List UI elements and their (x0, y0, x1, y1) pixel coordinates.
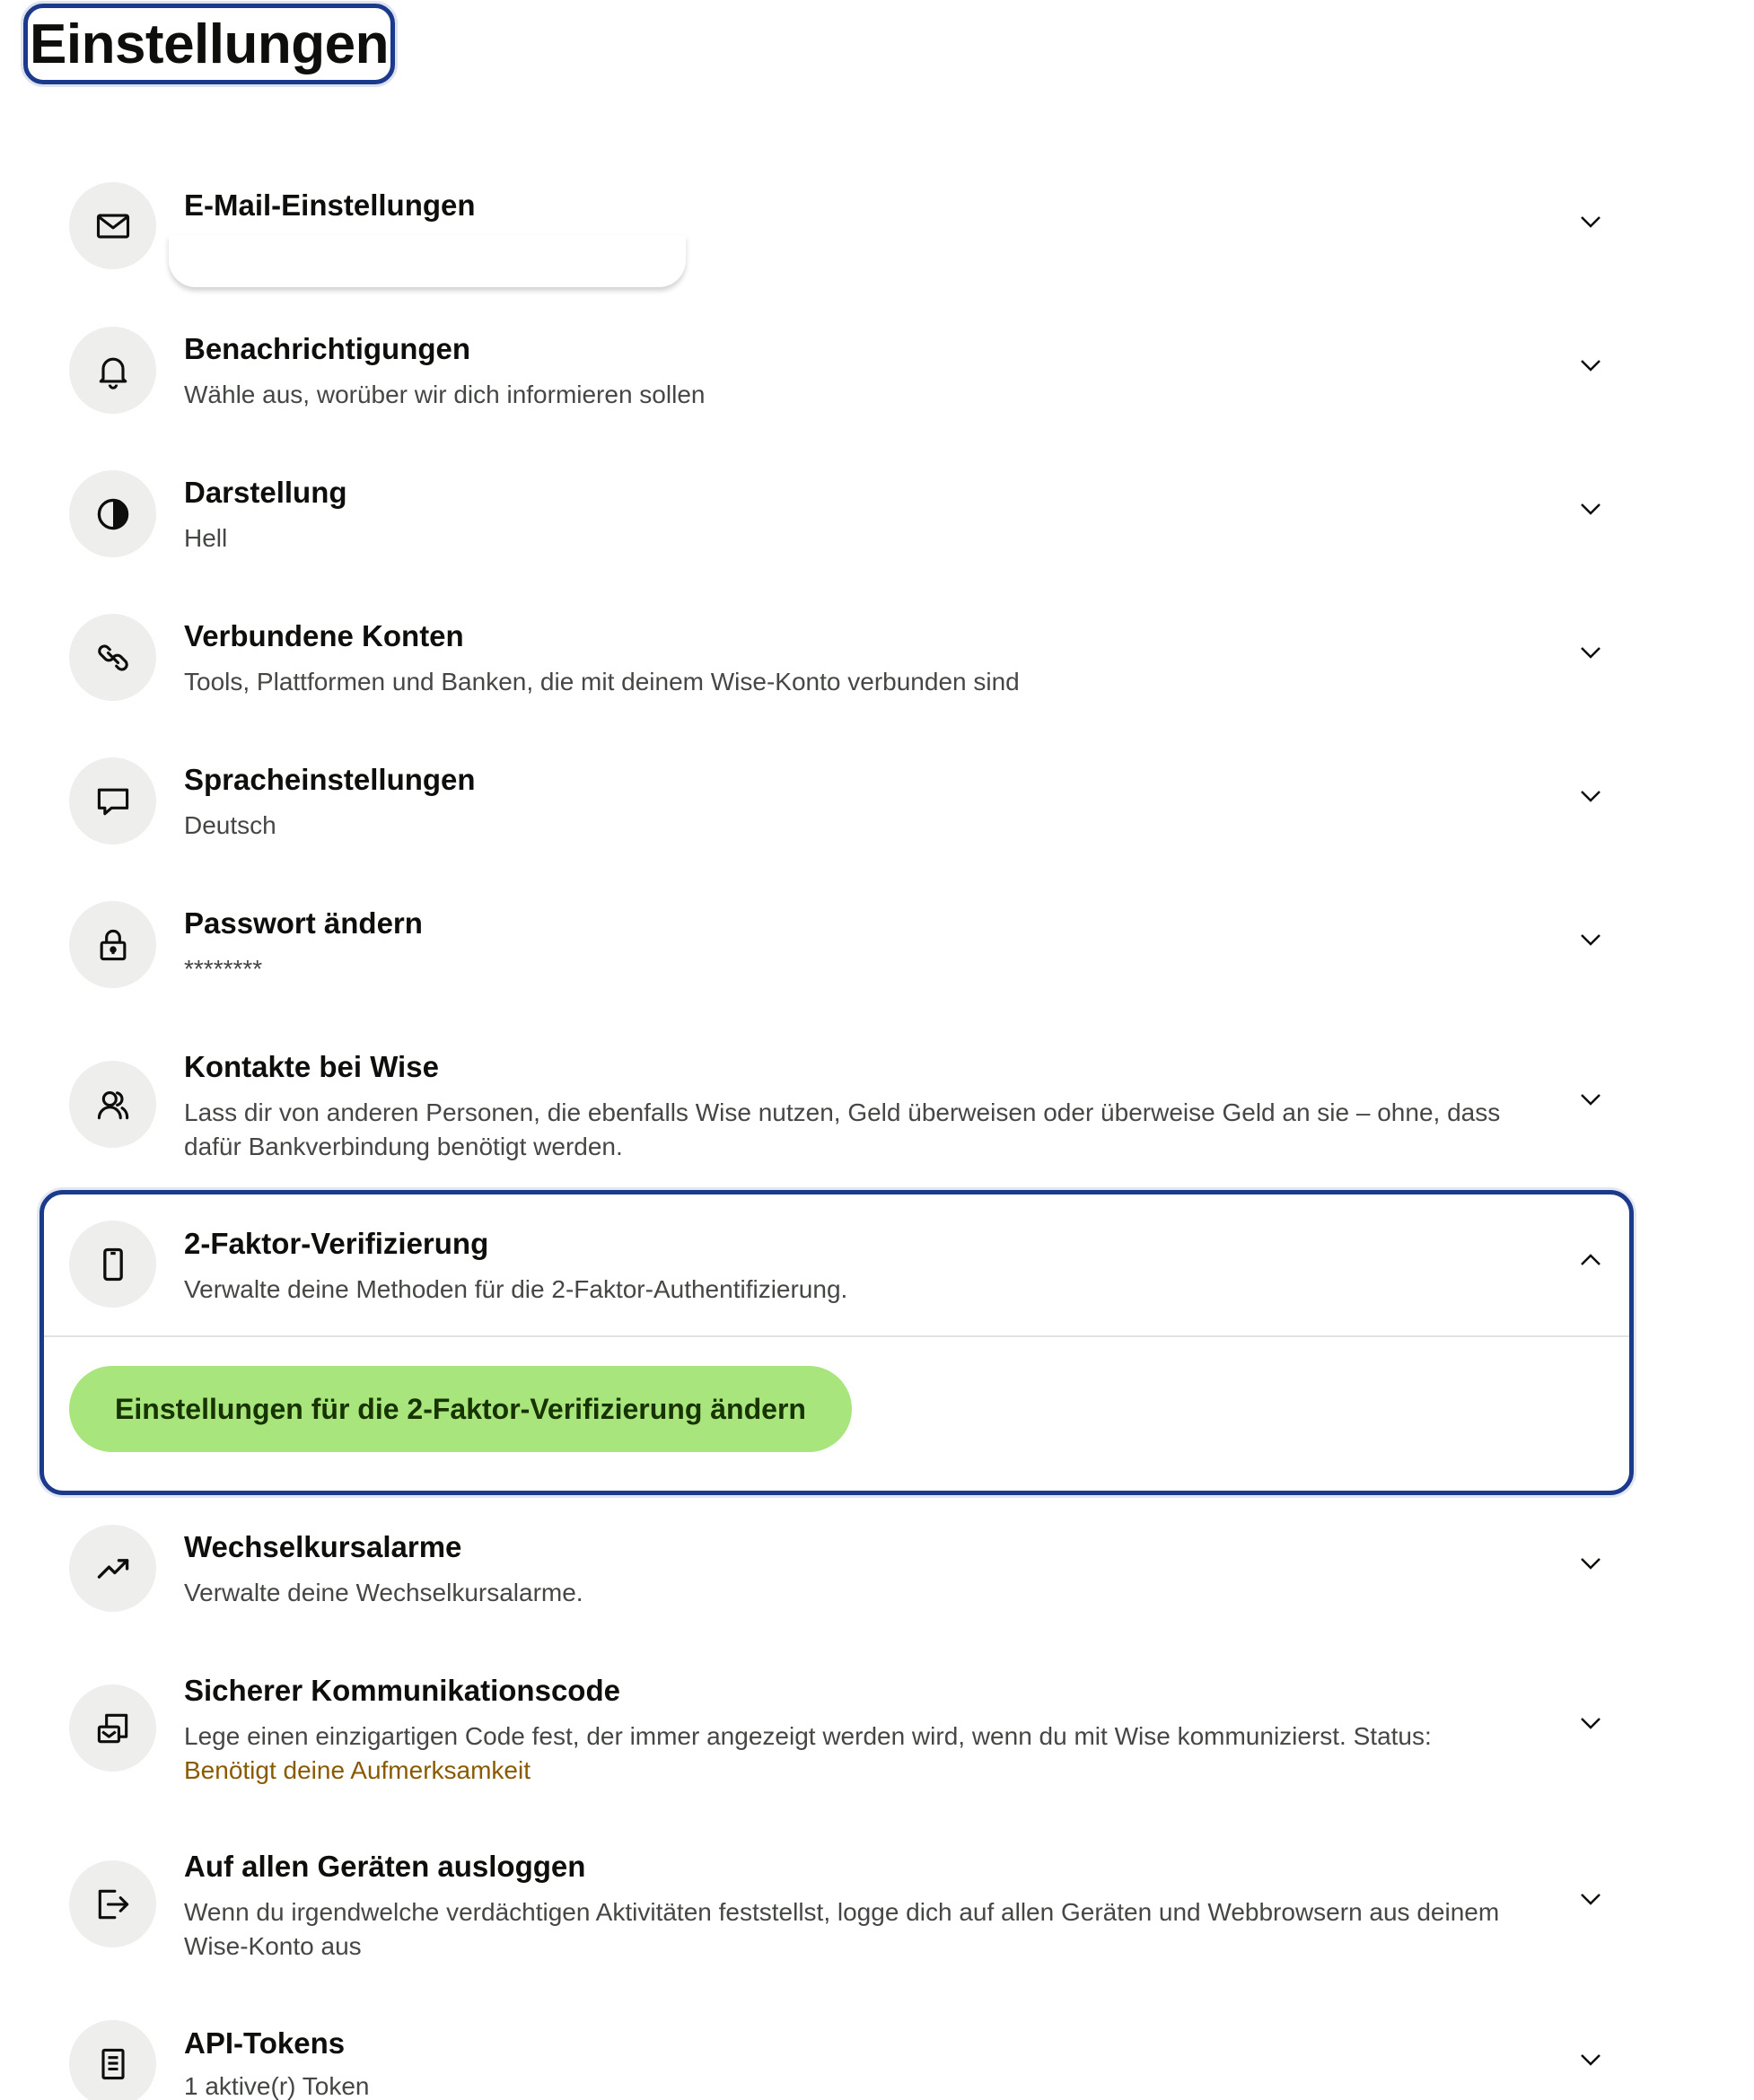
row-title: Sicherer Kommunikationscode (184, 1674, 620, 1707)
trending-up-icon (69, 1525, 156, 1612)
row-title: E-Mail-Einstellungen (184, 188, 476, 222)
contrast-icon (69, 470, 156, 557)
chevron-down-icon[interactable] (1577, 495, 1604, 522)
chevron-down-icon[interactable] (1577, 352, 1604, 379)
row-title: Auf allen Geräten ausloggen (184, 1850, 586, 1883)
status-warning-text: Benötigt deine Aufmerksamkeit (184, 1756, 531, 1784)
document-icon (69, 2020, 156, 2100)
page-title: Einstellungen (30, 13, 389, 75)
chevron-down-icon[interactable] (1577, 926, 1604, 953)
row-title: Darstellung (184, 476, 347, 509)
row-subtitle: Deutsch (184, 811, 276, 839)
chevron-down-icon[interactable] (1577, 208, 1604, 235)
row-subtitle: ******** (184, 955, 263, 983)
chevron-down-icon[interactable] (1577, 1710, 1604, 1737)
chevron-up-icon[interactable] (1577, 1247, 1604, 1273)
speech-bubble-icon (69, 757, 156, 844)
chevron-down-icon[interactable] (1577, 783, 1604, 809)
chevron-down-icon[interactable] (1577, 1086, 1604, 1113)
chevron-down-icon[interactable] (1577, 1886, 1604, 1912)
logout-icon (69, 1860, 156, 1947)
chevron-down-icon[interactable] (1577, 639, 1604, 666)
people-icon (69, 1061, 156, 1148)
chevron-down-icon[interactable] (1577, 1550, 1604, 1577)
phone-icon (69, 1221, 156, 1308)
row-title: Wechselkursalarme (184, 1530, 462, 1563)
row-title: 2-Faktor-Verifizierung (184, 1227, 489, 1260)
secure-device-icon (69, 1684, 156, 1772)
divider (44, 1335, 1629, 1337)
row-subtitle: 1 aktive(r) Token (184, 2072, 370, 2100)
row-subtitle: Wähle aus, worüber wir dich informieren sollen (184, 381, 706, 408)
bell-icon (69, 327, 156, 414)
row-subtitle (184, 1719, 1513, 1788)
row-title: Kontakte bei Wise (184, 1050, 439, 1083)
change-twofactor-settings-button[interactable]: Einstellungen für die 2-Faktor-Verifizierung ändern (69, 1366, 852, 1452)
lock-icon (69, 901, 156, 988)
row-subtitle: Hell (184, 524, 228, 552)
row-subtitle: Verwalte deine Wechselkursalarme. (184, 1579, 583, 1606)
page-title-highlight (23, 4, 395, 84)
chevron-down-icon[interactable] (1577, 2046, 1604, 2073)
row-subtitle: Verwalte deine Methoden für die 2-Faktor-Authentifizierung. (184, 1275, 848, 1303)
row-subtitle: Tools, Plattformen und Banken, die mit deinem Wise-Konto verbunden sind (184, 668, 1020, 696)
row-subtitle: Wenn du irgendwelche verdächtigen Aktivitäten feststellst, logge dich auf allen Geräten und Webbrowsern aus deinem Wise-Konto aus (184, 1898, 1500, 1960)
row-title: Passwort ändern (184, 906, 423, 940)
row-title: Verbundene Konten (184, 619, 464, 652)
row-title: API-Tokens (184, 2026, 346, 2060)
email-settings-tooltip (169, 235, 686, 287)
row-title: Spracheinstellungen (184, 763, 476, 796)
row-title: Benachrichtigungen (184, 332, 471, 365)
row-subtitle-text: Lege einen einzigartigen Code fest, der immer angezeigt werden wird, wenn du mit Wise kommunizierst. Status: (184, 1722, 1432, 1750)
row-subtitle: Lass dir von anderen Personen, die ebenfalls Wise nutzen, Geld überweisen oder überweise Geld an sie – ohne, dass dafür Bankverbindung benötigt werden. (184, 1098, 1501, 1160)
envelope-icon (69, 182, 156, 269)
link-icon (69, 614, 156, 701)
